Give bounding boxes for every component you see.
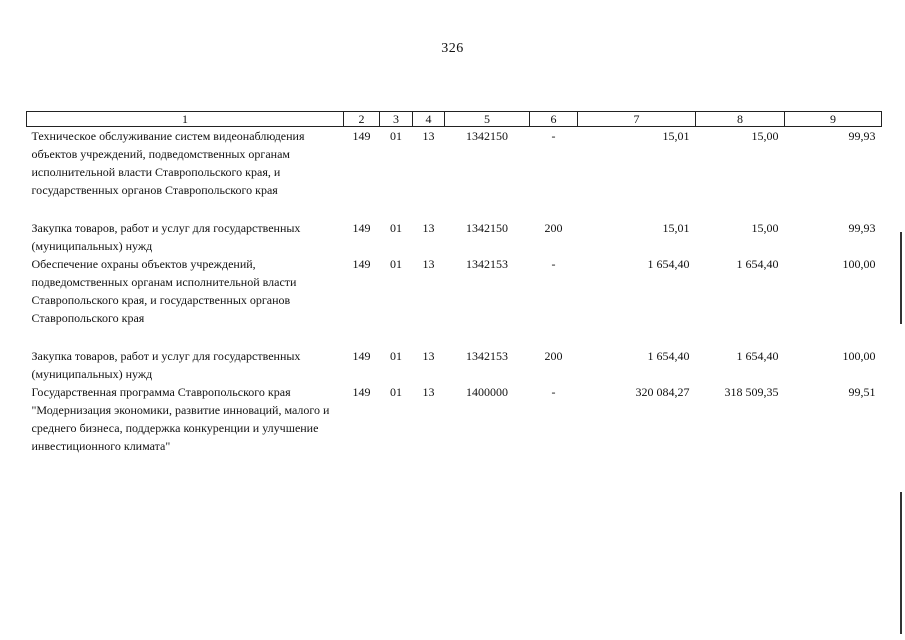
row-grbs: 149 [352,221,371,235]
scan-edge-mark [900,492,902,634]
row-csr: 1400000 [466,385,508,399]
row-pr: 13 [422,349,435,363]
row-pr: 13 [422,257,435,271]
budget-table [26,111,882,455]
table-row [27,347,882,383]
page-number: 326 [441,41,464,56]
row-vr: - [551,385,556,399]
table-header [27,112,882,127]
row-executed: 318 509,35 [724,385,779,399]
header-col-1: 1 [27,112,344,127]
header-col-4: 4 [413,112,445,127]
table-row [27,219,882,255]
header-col-5: 5 [445,112,530,127]
scan-edge-mark [900,232,902,324]
row-grbs: 149 [352,349,371,363]
row-csr: 1342150 [466,221,508,235]
row-pr: 13 [422,129,435,143]
row-executed: 15,00 [751,129,779,143]
row-csr: 1342153 [466,257,508,271]
row-name: Закупка товаров, работ и услуг для государственных (муниципальных) нужд [31,221,301,253]
row-grbs: 149 [352,129,371,143]
row-name: Государственная программа Ставропольского края "Модернизация экономики, развитие инноваций, малого и среднего бизнеса, поддержка конкуренции и улучшение инвестиционного климата" [31,385,330,453]
header-row [27,112,882,127]
row-vr: 200 [544,349,563,363]
table-body [27,127,882,456]
row-planned: 1 654,40 [647,349,690,363]
header-col-8: 8 [696,112,785,127]
row-name: Техническое обслуживание систем видеонаблюдения объектов учреждений, подведомственных органам исполнительной власти Ставропольского края, и государственных органов Ставропольского края [31,129,305,197]
table-row [27,383,882,455]
row-rz: 01 [390,221,402,235]
row-vr: - [551,129,556,143]
row-csr: 1342150 [466,129,508,143]
row-percent: 100,00 [842,257,876,271]
row-vr: - [551,257,556,271]
header-col-9: 9 [785,112,882,127]
header-col-7: 7 [578,112,696,127]
row-planned: 320 084,27 [635,385,690,399]
row-percent: 99,93 [848,221,876,235]
row-rz: 01 [390,129,402,143]
row-pr: 13 [422,221,435,235]
row-name: Закупка товаров, работ и услуг для государственных (муниципальных) нужд [31,349,301,381]
table-row [27,127,882,220]
table-row [27,255,882,347]
row-planned: 1 654,40 [647,257,690,271]
row-percent: 99,93 [848,129,876,143]
row-planned: 15,01 [662,129,690,143]
row-percent: 99,51 [848,385,876,399]
header-col-6: 6 [530,112,578,127]
row-executed: 15,00 [751,221,779,235]
row-grbs: 149 [352,385,371,399]
row-name: Обеспечение охраны объектов учреждений, подведомственных органам исполнительной власти Ставропольского края, и государственных органов Ставропольского края [31,257,297,325]
header-col-3: 3 [380,112,413,127]
row-executed: 1 654,40 [736,349,779,363]
header-col-2: 2 [344,112,380,127]
row-rz: 01 [390,385,402,399]
row-rz: 01 [390,257,402,271]
row-rz: 01 [390,349,402,363]
row-csr: 1342153 [466,349,508,363]
row-percent: 100,00 [842,349,876,363]
row-executed: 1 654,40 [736,257,779,271]
row-grbs: 149 [352,257,371,271]
row-pr: 13 [422,385,435,399]
row-planned: 15,01 [662,221,690,235]
row-vr: 200 [544,221,563,235]
